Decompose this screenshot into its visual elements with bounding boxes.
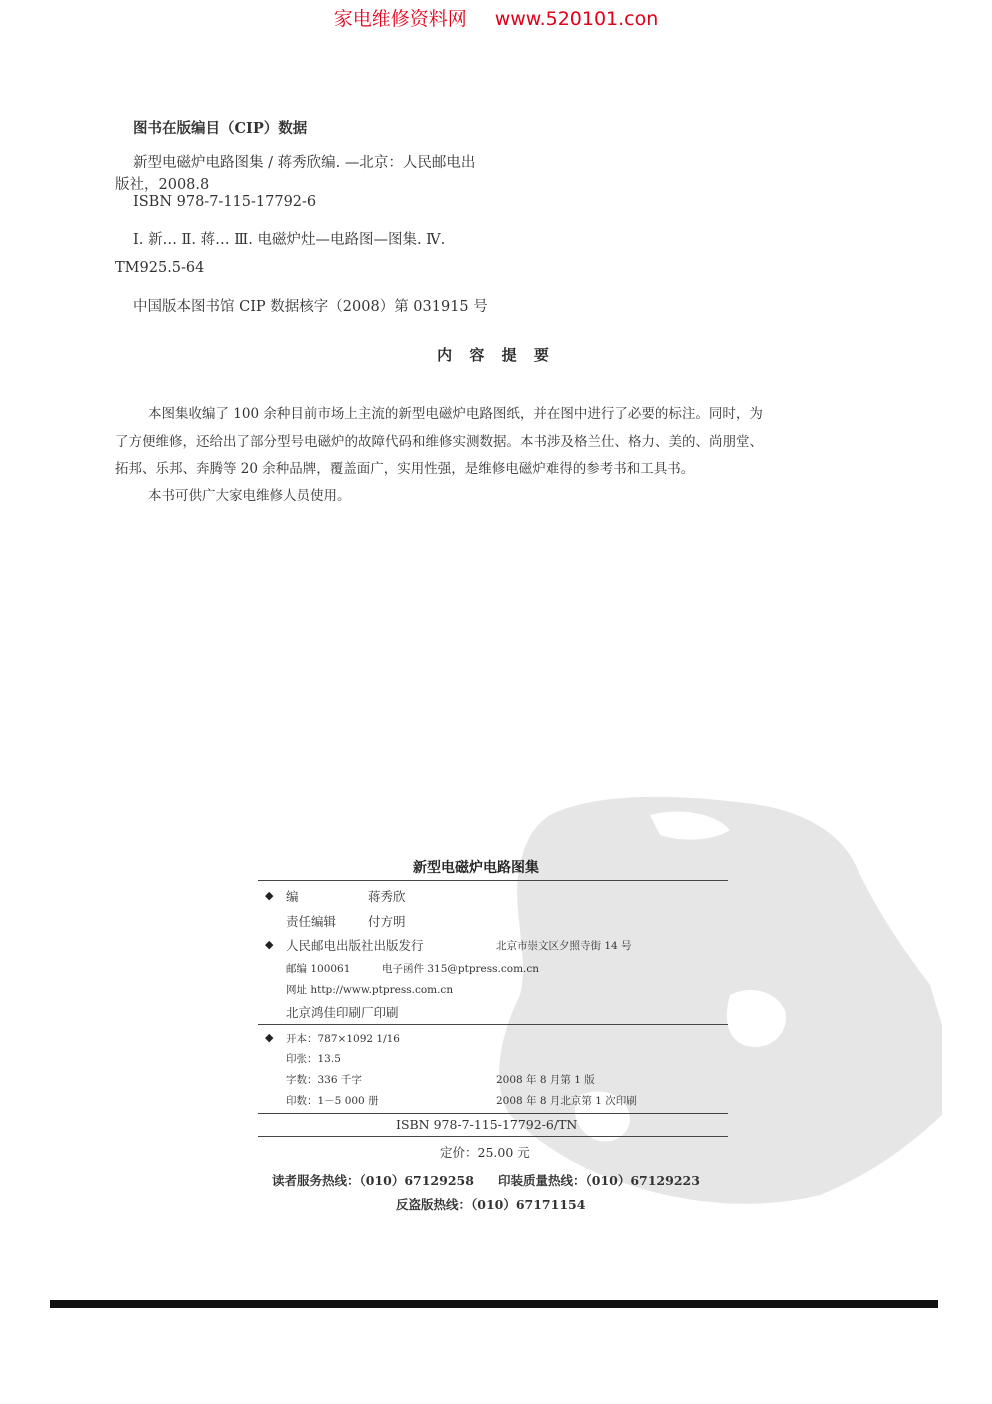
imprint-editor-label: 编 [286,889,299,904]
quality-hotline: 印装质量热线：（010）67129223 [498,1173,700,1188]
site-name: 家电维修资料网 [333,8,467,30]
imprint-print-count: 印数：1－5 000 册 [286,1095,379,1107]
imprint-print-date: 2008 年 8 月北京第 1 次印刷 [496,1095,637,1107]
imprint-format: 开本：787×1092 1/16 [286,1033,400,1045]
imprint-publisher: 人民邮电出版社出版发行 [286,938,424,953]
imprint-rule-isbn-bottom [258,1136,728,1137]
imprint-isbn: ISBN 978-7-115-17792-6/TN [396,1117,578,1132]
imprint-email[interactable]: 电子函件 315@ptpress.com.cn [382,963,540,975]
bullet-icon: ◆ [265,889,274,902]
cip-heading: 图书在版编目（CIP）数据 [133,120,308,137]
imprint-book-title: 新型电磁炉电路图集 [413,860,539,876]
cip-line-1: 新型电磁炉电路图集 / 蒋秀欣编. —北京：人民邮电出 [133,155,476,171]
summary-line-2: 了方便维修，还给出了部分型号电磁炉的故障代码和维修实测数据。本书涉及格兰仕、格力、美的、尚朋堂、 [115,434,763,450]
imprint-rule-isbn-top [258,1113,728,1114]
imprint-resp-label: 责任编辑 [286,914,337,929]
imprint-postcode: 邮编 100061 [286,963,351,975]
bullet-icon: ◆ [265,1031,274,1044]
cip-line-2: 版社，2008.8 [115,177,210,193]
imprint-edition: 2008 年 8 月第 1 版 [496,1074,595,1086]
summary-line-4: 本书可供广大家电维修人员使用。 [148,488,351,504]
imprint-address: 北京市崇文区夕照寺街 14 号 [496,940,632,952]
cip-record: 中国版本图书馆 CIP 数据核字（2008）第 031915 号 [133,299,488,315]
imprint-resp-name: 付方明 [368,914,406,929]
summary-title: 内 容 提 要 [437,346,555,364]
cip-subjects: Ⅰ. 新… Ⅱ. 蒋… Ⅲ. 电磁炉灶—电路图—图集. Ⅳ. [133,232,446,248]
imprint-rule-mid [258,1024,728,1025]
imprint-sheets: 印张：13.5 [286,1053,341,1065]
imprint-website[interactable]: 网址 http://www.ptpress.com.cn [286,984,454,996]
cip-classification: TM925.5-64 [115,260,205,276]
cip-isbn: ISBN 978-7-115-17792-6 [133,194,317,210]
imprint-words: 字数：336 千字 [286,1074,362,1086]
piracy-hotline: 反盗版热线：（010）67171154 [396,1197,586,1212]
imprint-editor-name: 蒋秀欣 [368,889,406,904]
site-banner [0,4,992,31]
imprint-price: 定价：25.00 元 [440,1145,530,1160]
imprint-printer: 北京鸿佳印刷厂印刷 [286,1005,399,1020]
bottom-rule [50,1300,938,1308]
site-url[interactable]: www.520101.con [494,8,659,30]
reader-hotline: 读者服务热线：（010）67129258 [272,1173,474,1188]
summary-line-3: 拓邦、乐邦、奔腾等 20 余种品牌，覆盖面广，实用性强，是维修电磁炉难得的参考书和工具书。 [115,461,695,477]
bullet-icon: ◆ [265,938,274,951]
imprint-rule-top [258,880,728,881]
summary-line-1: 本图集收编了 100 余种目前市场上主流的新型电磁炉电路图纸，并在图中进行了必要的标注。同时，为 [148,406,763,422]
